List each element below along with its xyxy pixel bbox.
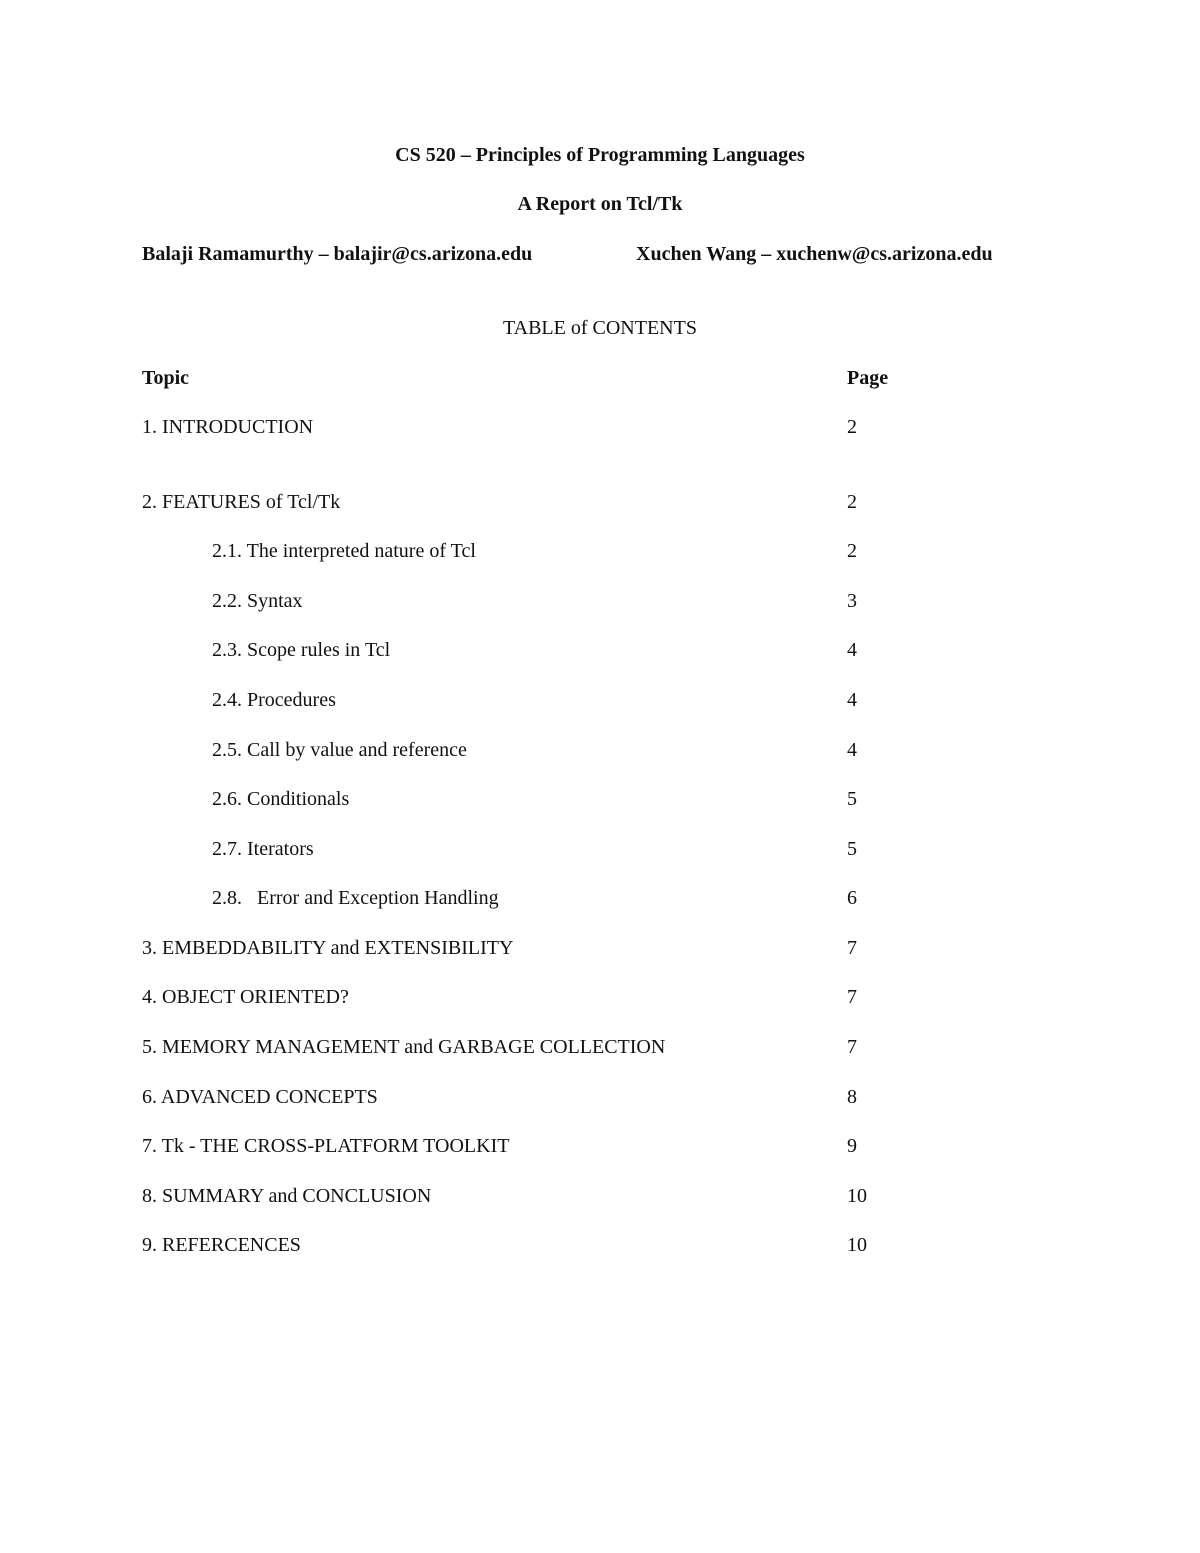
- author-2: Xuchen Wang – xuchenw@cs.arizona.edu: [636, 243, 993, 265]
- toc-row: [142, 1035, 1042, 1061]
- toc-page-number: 2: [847, 416, 857, 438]
- toc-row: [142, 638, 1042, 664]
- toc-page-number: 10: [847, 1185, 867, 1207]
- toc-page-number: 4: [847, 639, 857, 661]
- toc-row: [142, 1085, 1042, 1111]
- toc-page-number: 6: [847, 887, 857, 909]
- toc-column-topic: Topic: [142, 367, 190, 389]
- toc-page-number: 4: [847, 739, 857, 761]
- toc-page-number: 9: [847, 1135, 857, 1157]
- toc-row: [142, 589, 1042, 615]
- toc-topic: 2.1. The interpreted nature of Tcl: [212, 540, 476, 562]
- toc-topic: 2.3. Scope rules in Tcl: [212, 639, 391, 661]
- toc-topic: 2.6. Conditionals: [212, 788, 350, 810]
- toc-row: [142, 415, 1042, 441]
- toc-page-number: 10: [847, 1234, 867, 1256]
- toc-topic: 9. REFERCENCES: [142, 1234, 301, 1256]
- toc-topic: 4. OBJECT ORIENTED?: [142, 986, 349, 1008]
- toc-topic: 2.4. Procedures: [212, 689, 336, 711]
- toc-row: [142, 936, 1042, 962]
- toc-column-page: Page: [847, 367, 889, 389]
- toc-row: [142, 539, 1042, 565]
- toc-topic: 3. EMBEDDABILITY and EXTENSIBILITY: [142, 937, 514, 959]
- toc-topic: 2.2. Syntax: [212, 590, 303, 612]
- toc-topic: 8. SUMMARY and CONCLUSION: [142, 1185, 432, 1207]
- toc-page-number: 4: [847, 689, 857, 711]
- toc-row: [142, 688, 1042, 714]
- toc-page-number: 7: [847, 986, 857, 1008]
- toc-row: [142, 1184, 1042, 1210]
- toc-topic: 5. MEMORY MANAGEMENT and GARBAGE COLLECTION: [142, 1036, 666, 1058]
- toc-row: [142, 490, 1042, 516]
- toc-page-number: 7: [847, 937, 857, 959]
- toc-topic: 2. FEATURES of Tcl/Tk: [142, 491, 341, 513]
- toc-row: [142, 738, 1042, 764]
- toc-row: [142, 837, 1042, 863]
- toc-page-number: 3: [847, 590, 857, 612]
- toc-page-number: 5: [847, 788, 857, 810]
- toc-page-number: 7: [847, 1036, 857, 1058]
- toc-topic: 2.7. Iterators: [212, 838, 314, 860]
- report-title: A Report on Tcl/Tk: [517, 193, 683, 215]
- toc-page-number: 2: [847, 491, 857, 513]
- toc-row: [142, 1233, 1042, 1259]
- toc-row: [142, 787, 1042, 813]
- toc-page-number: 2: [847, 540, 857, 562]
- toc-page-number: 8: [847, 1086, 857, 1108]
- toc-topic: 2.8. Error and Exception Handling: [212, 887, 499, 909]
- toc-heading: TABLE of CONTENTS: [503, 317, 697, 339]
- toc-topic: 7. Tk - THE CROSS-PLATFORM TOOLKIT: [142, 1135, 510, 1157]
- author-1: Balaji Ramamurthy – balajir@cs.arizona.edu: [142, 243, 533, 265]
- toc-topic: 1. INTRODUCTION: [142, 416, 314, 438]
- toc-row: [142, 985, 1042, 1011]
- toc-topic: 2.5. Call by value and reference: [212, 739, 467, 761]
- toc-row: [142, 1134, 1042, 1160]
- toc-topic: 6. ADVANCED CONCEPTS: [142, 1086, 378, 1108]
- toc-page-number: 5: [847, 838, 857, 860]
- course-title: CS 520 – Principles of Programming Languages: [395, 144, 805, 166]
- toc-row: [142, 886, 1042, 912]
